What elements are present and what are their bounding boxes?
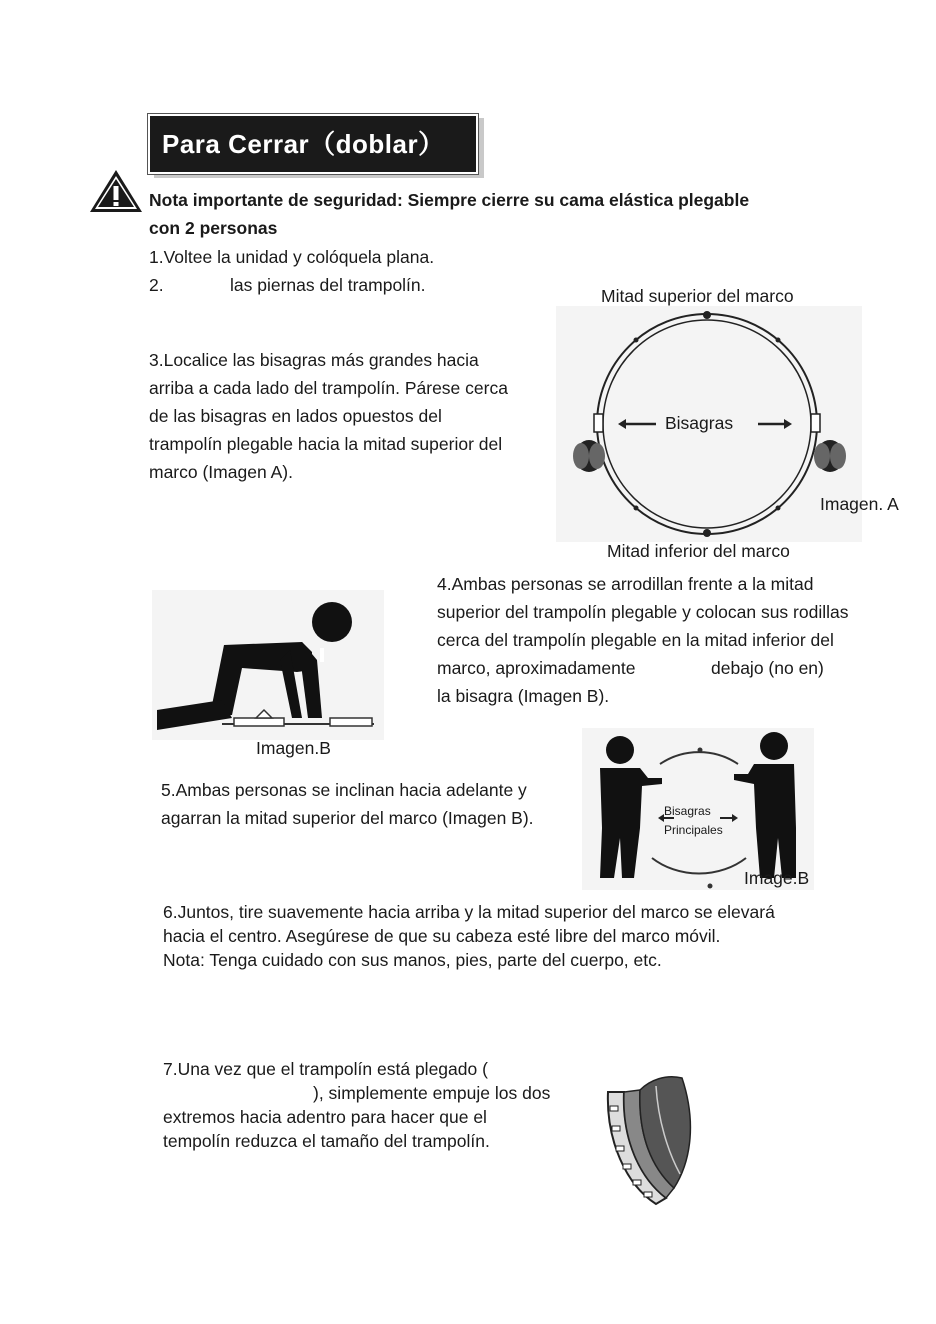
section-title-box <box>148 114 478 174</box>
figure-b-kneeling-person <box>152 590 384 740</box>
step-7-line4: tempolín reduzca el tamaño del trampolín. <box>163 1131 490 1151</box>
figure-a-bottom-label: Mitad inferior del marco <box>607 541 790 561</box>
figure-a-top-label: Mitad superior del marco <box>601 286 794 306</box>
step-2-number: 2. <box>149 275 164 295</box>
figure-b2-hinge-label-line2: Principales <box>664 823 723 837</box>
step-3-line1: 3.Localice las bisagras más grandes hacia <box>149 350 479 370</box>
step-4-line3: cerca del trampolín plegable en la mitad inferior del <box>437 630 834 650</box>
step-2-text: las piernas del trampolín. <box>230 275 426 295</box>
figure-b2-caption: Image.B <box>744 868 810 888</box>
step-4-line4b: debajo (no en) <box>711 658 824 678</box>
section-title: Para Cerrar（doblar） <box>162 129 445 159</box>
step-3-line3: de las bisagras en lados opuestos del <box>149 406 442 426</box>
step-6-line1: 6.Juntos, tire suavemente hacia arriba y la mitad superior del marco se elevará <box>163 902 775 922</box>
step-4-line1: 4.Ambas personas se arrodillan frente a la mitad <box>437 574 814 594</box>
step-7-line2: ), simplemente empuje los dos <box>313 1083 551 1103</box>
step-3-line4: trampolín plegable hacia la mitad superior del <box>149 434 503 454</box>
step-6-line2: hacia el centro. Asegúrese de que su cabeza esté libre del marco móvil. <box>163 926 721 946</box>
figure-a-caption: Imagen. A <box>820 494 899 514</box>
step-6-line3: Nota: Tenga cuidado con sus manos, pies, parte del cuerpo, etc. <box>163 950 662 970</box>
step-4-line4a: marco, aproximadamente <box>437 658 636 678</box>
step-7-line1: 7.Una vez que el trampolín está plegado ( <box>163 1059 488 1079</box>
step-4-line5: la bisagra (Imagen B). <box>437 686 610 706</box>
figure-b2-hinge-label-line1: Bisagras <box>664 804 711 818</box>
step-5-line2: agarran la mitad superior del marco (Imagen B). <box>161 808 534 828</box>
warning-line2: con 2 personas <box>149 218 278 238</box>
step-1: 1.Voltee la unidad y colóquela plana. <box>149 247 435 267</box>
step-4-line2: superior del trampolín plegable y colocan sus rodillas <box>437 602 849 622</box>
step-5-line1: 5.Ambas personas se inclinan hacia adelante y <box>161 780 527 800</box>
step-3-line5: marco (Imagen A). <box>149 462 293 482</box>
figure-a-hinge-label: Bisagras <box>665 413 734 433</box>
warning-line1: Nota importante de seguridad: Siempre cierre su cama elástica plegable <box>149 190 750 210</box>
step-7-line3: extremos hacia adentro para hacer que el <box>163 1107 487 1127</box>
step-3-line2: arriba a cada lado del trampolín. Párese cerca <box>149 378 508 398</box>
folded-trampoline-illustration <box>596 1070 704 1210</box>
warning-icon <box>88 168 144 214</box>
figure-b1-caption: Imagen.B <box>256 738 331 758</box>
